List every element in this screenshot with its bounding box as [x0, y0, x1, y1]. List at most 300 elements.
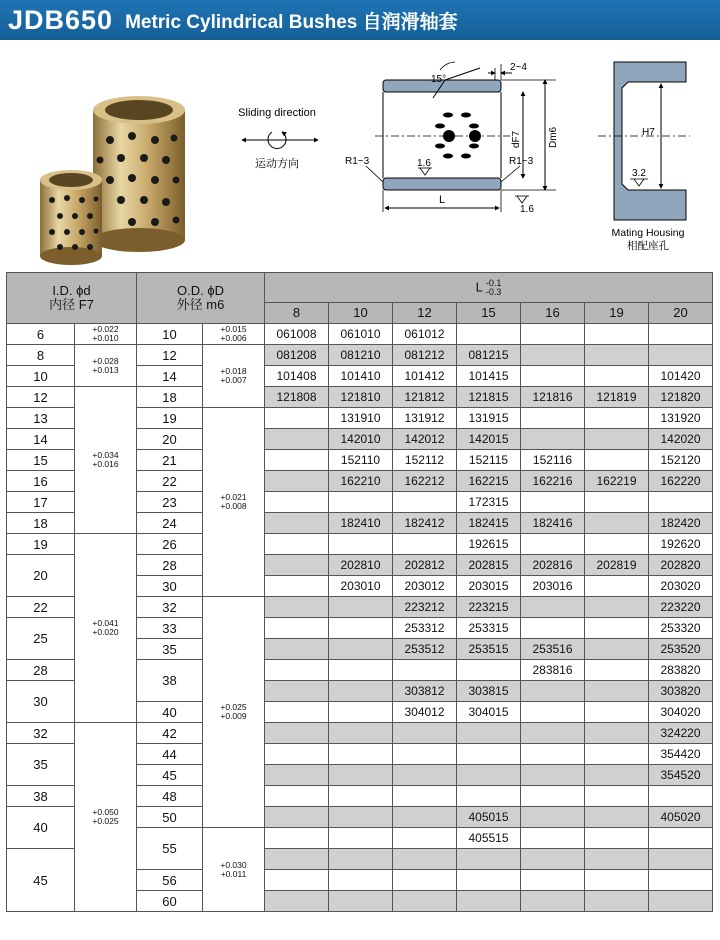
od-tol-upper: +0.015 [220, 324, 247, 334]
od-cell: 22 [137, 471, 203, 492]
od-cell: 33 [137, 618, 203, 639]
od-tol-upper: +0.025 [220, 702, 247, 712]
part-code-cell [393, 765, 457, 786]
id-cell: 25 [7, 618, 75, 660]
part-code-cell [585, 450, 649, 471]
part-code-cell [585, 702, 649, 723]
part-code-cell [585, 660, 649, 681]
page-title: Metric Cylindrical Bushes 自润滑轴套 [125, 11, 458, 33]
part-code-cell: 081212 [393, 345, 457, 366]
table-row [7, 345, 713, 366]
id-cell: 22 [7, 597, 75, 618]
id-cell: 38 [7, 786, 75, 807]
od-tol-lower: +0.011 [220, 868, 247, 879]
part-code-cell [457, 744, 521, 765]
part-code-cell [457, 660, 521, 681]
part-code-cell: 405515 [457, 828, 521, 849]
part-code-cell [329, 744, 393, 765]
length-col-header: 15 [457, 303, 521, 324]
part-code-cell: 324220 [649, 723, 713, 744]
id-cell: 35 [7, 744, 75, 786]
part-code-cell [585, 345, 649, 366]
part-code-cell [521, 366, 585, 387]
part-code-cell: 142020 [649, 429, 713, 450]
od-cell: 38 [137, 660, 203, 702]
part-code-cell: 182416 [521, 513, 585, 534]
part-code-cell [265, 597, 329, 618]
part-code-cell: 304020 [649, 702, 713, 723]
id-tolerance-cell [75, 345, 137, 387]
part-code-cell [265, 618, 329, 639]
part-code-cell [393, 849, 457, 870]
part-code-cell: 101408 [265, 366, 329, 387]
part-code-cell [457, 786, 521, 807]
part-code-cell: 182410 [329, 513, 393, 534]
part-code-cell [585, 849, 649, 870]
part-code-cell [329, 618, 393, 639]
part-code-cell [521, 870, 585, 891]
part-code-cell [329, 660, 393, 681]
sliding-direction-label: Sliding direction [238, 107, 316, 119]
part-code-cell: 182412 [393, 513, 457, 534]
angle-label: 15° [431, 74, 447, 85]
length-header-symbol: L [475, 278, 483, 294]
id-cell: 15 [7, 450, 75, 471]
od-tol-lower: +0.009 [220, 711, 247, 721]
part-code-cell [521, 618, 585, 639]
length-col-header: 19 [585, 303, 649, 324]
part-code-cell [649, 849, 713, 870]
roughness-outer-label: 1.6 [520, 204, 534, 215]
part-code-cell: 405020 [649, 807, 713, 828]
od-cell: 30 [137, 576, 203, 597]
id-header-line2: 内径 F7 [49, 297, 94, 312]
od-cell: 42 [137, 723, 203, 744]
housing-dia-label: H7 [642, 127, 655, 138]
outer-dia-label: Dm6 [548, 126, 559, 148]
length-col-header: 8 [265, 303, 329, 324]
length-header [265, 273, 713, 303]
part-code-cell: 253312 [393, 618, 457, 639]
part-code-cell [265, 765, 329, 786]
part-code-cell [329, 702, 393, 723]
part-code-cell: 304015 [457, 702, 521, 723]
part-code-cell: 121816 [521, 387, 585, 408]
bushing-photo [40, 96, 185, 265]
part-code-cell [265, 513, 329, 534]
od-cell: 21 [137, 450, 203, 471]
part-code-cell: 061012 [393, 324, 457, 345]
part-code-cell: 142015 [457, 429, 521, 450]
part-code-cell: 081208 [265, 345, 329, 366]
part-code-cell [393, 492, 457, 513]
id-cell: 45 [7, 849, 75, 912]
inner-dia-label: dF7 [511, 130, 522, 148]
part-code-cell [265, 681, 329, 702]
part-code-cell: 192620 [649, 534, 713, 555]
part-code-cell [521, 828, 585, 849]
part-code-cell: 303812 [393, 681, 457, 702]
part-code-cell [585, 828, 649, 849]
length-col-header: 12 [393, 303, 457, 324]
part-code-cell: 192615 [457, 534, 521, 555]
part-code-cell: 253320 [649, 618, 713, 639]
part-code-cell: 202812 [393, 555, 457, 576]
part-code-cell: 223220 [649, 597, 713, 618]
part-code-cell [521, 786, 585, 807]
part-code-cell [521, 681, 585, 702]
part-code-cell [585, 765, 649, 786]
id-tol-upper: +0.041 [92, 618, 119, 628]
part-code-cell: 354520 [649, 765, 713, 786]
part-code-cell [393, 891, 457, 912]
od-cell: 20 [137, 429, 203, 450]
figure-area [0, 40, 720, 272]
part-code-cell [649, 324, 713, 345]
od-cell: 56 [137, 870, 203, 891]
part-code-cell: 121815 [457, 387, 521, 408]
part-code-cell [265, 660, 329, 681]
part-code-cell [521, 849, 585, 870]
size-table-wrap [6, 272, 713, 912]
part-code-cell [329, 870, 393, 891]
part-code-cell [329, 681, 393, 702]
id-cell: 19 [7, 534, 75, 555]
part-code-cell [585, 891, 649, 912]
part-code-cell [265, 555, 329, 576]
part-code-cell: 101410 [329, 366, 393, 387]
part-code-cell: 121808 [265, 387, 329, 408]
part-code-cell [457, 324, 521, 345]
part-code-cell: 121820 [649, 387, 713, 408]
part-code-cell [265, 492, 329, 513]
part-code-cell: 131912 [393, 408, 457, 429]
part-code-cell [329, 492, 393, 513]
part-code-cell: 253520 [649, 639, 713, 660]
product-code: JDB650 [8, 4, 114, 35]
part-code-cell [649, 891, 713, 912]
length-tol-lower: -0.3 [485, 286, 502, 297]
part-code-cell [585, 807, 649, 828]
part-code-cell [521, 429, 585, 450]
part-code-cell [393, 870, 457, 891]
part-code-cell [265, 870, 329, 891]
od-tol-upper: +0.018 [220, 366, 247, 376]
part-code-cell [521, 765, 585, 786]
part-code-cell [329, 891, 393, 912]
part-code-cell [457, 723, 521, 744]
part-code-cell [265, 639, 329, 660]
od-cell: 40 [137, 702, 203, 723]
part-code-cell [649, 345, 713, 366]
id-cell: 40 [7, 807, 75, 849]
part-code-cell [265, 786, 329, 807]
od-tolerance-cell [203, 597, 265, 828]
id-tol-upper: +0.034 [92, 450, 119, 460]
part-code-cell: 162219 [585, 471, 649, 492]
part-code-cell [585, 681, 649, 702]
part-code-cell: 131915 [457, 408, 521, 429]
radius-right-label: R1~3 [509, 156, 534, 167]
part-code-cell [265, 576, 329, 597]
od-cell: 12 [137, 345, 203, 366]
id-tol-upper: +0.022 [92, 324, 119, 334]
od-cell: 28 [137, 555, 203, 576]
id-cell: 30 [7, 681, 75, 723]
part-code-cell [265, 429, 329, 450]
id-cell: 13 [7, 408, 75, 429]
part-code-cell [585, 324, 649, 345]
part-code-cell [265, 828, 329, 849]
part-code-cell: 253512 [393, 639, 457, 660]
id-cell: 16 [7, 471, 75, 492]
part-code-cell: 354420 [649, 744, 713, 765]
od-cell: 50 [137, 807, 203, 828]
od-cell: 18 [137, 387, 203, 408]
part-code-cell: 162216 [521, 471, 585, 492]
id-cell: 20 [7, 555, 75, 597]
part-code-cell: 203020 [649, 576, 713, 597]
part-code-cell [329, 828, 393, 849]
part-code-cell [521, 807, 585, 828]
od-tolerance-cell [203, 828, 265, 912]
id-cell: 14 [7, 429, 75, 450]
part-code-cell [521, 597, 585, 618]
part-code-cell: 061008 [265, 324, 329, 345]
part-code-cell [329, 786, 393, 807]
size-table [6, 272, 713, 912]
od-cell: 19 [137, 408, 203, 429]
part-code-cell: 253515 [457, 639, 521, 660]
od-cell: 55 [137, 828, 203, 870]
part-code-cell: 203012 [393, 576, 457, 597]
part-code-cell [585, 597, 649, 618]
od-tolerance-cell [203, 345, 265, 408]
part-code-cell: 142010 [329, 429, 393, 450]
part-code-cell [393, 723, 457, 744]
id-cell: 10 [7, 366, 75, 387]
part-code-cell [265, 891, 329, 912]
part-code-cell [521, 723, 585, 744]
radius-left-label: R1~3 [345, 156, 370, 167]
part-code-cell [393, 744, 457, 765]
part-code-cell [521, 408, 585, 429]
part-code-cell: 081210 [329, 345, 393, 366]
part-code-cell [521, 534, 585, 555]
part-code-cell [649, 828, 713, 849]
part-code-cell [521, 324, 585, 345]
part-code-cell [329, 807, 393, 828]
part-code-cell: 203010 [329, 576, 393, 597]
part-code-cell [265, 534, 329, 555]
part-code-cell: 203016 [521, 576, 585, 597]
part-code-cell: 304012 [393, 702, 457, 723]
id-cell: 18 [7, 513, 75, 534]
id-cell: 32 [7, 723, 75, 744]
od-tol-lower: +0.006 [220, 333, 247, 343]
part-code-cell [265, 450, 329, 471]
part-code-cell [329, 534, 393, 555]
od-cell: 44 [137, 744, 203, 765]
id-tol-lower: +0.016 [92, 459, 119, 469]
part-code-cell [585, 723, 649, 744]
roughness-housing-label: 3.2 [632, 168, 646, 179]
part-code-cell [585, 870, 649, 891]
part-code-cell: 152112 [393, 450, 457, 471]
id-header [7, 273, 137, 324]
part-code-cell [649, 786, 713, 807]
part-code-cell [585, 366, 649, 387]
part-code-cell [521, 744, 585, 765]
part-code-cell: 283820 [649, 660, 713, 681]
part-code-cell: 202815 [457, 555, 521, 576]
od-cell: 23 [137, 492, 203, 513]
od-tol-upper: +0.030 [220, 859, 247, 870]
part-code-cell: 152120 [649, 450, 713, 471]
part-code-cell: 101412 [393, 366, 457, 387]
part-code-cell: 152116 [521, 450, 585, 471]
part-code-cell: 081215 [457, 345, 521, 366]
part-code-cell [393, 660, 457, 681]
part-code-cell: 121810 [329, 387, 393, 408]
part-code-cell: 162212 [393, 471, 457, 492]
part-code-cell [393, 807, 457, 828]
part-code-cell [265, 702, 329, 723]
part-code-cell: 172315 [457, 492, 521, 513]
od-cell: 26 [137, 534, 203, 555]
part-code-cell [521, 891, 585, 912]
od-tolerance-cell [203, 408, 265, 597]
od-cell: 32 [137, 597, 203, 618]
part-code-cell: 152110 [329, 450, 393, 471]
od-header [137, 273, 265, 324]
bush-section-drawing [366, 62, 630, 212]
part-code-cell: 303820 [649, 681, 713, 702]
part-code-cell: 162215 [457, 471, 521, 492]
part-code-cell: 152115 [457, 450, 521, 471]
id-cell: 6 [7, 324, 75, 345]
part-code-cell: 223215 [457, 597, 521, 618]
part-code-cell [265, 723, 329, 744]
part-code-cell [585, 786, 649, 807]
id-tol-upper: +0.028 [92, 355, 119, 366]
part-code-cell: 203015 [457, 576, 521, 597]
part-code-cell [329, 849, 393, 870]
id-tolerance-cell [75, 534, 137, 723]
part-code-cell: 405015 [457, 807, 521, 828]
part-code-cell [265, 744, 329, 765]
id-cell: 17 [7, 492, 75, 513]
part-code-cell [329, 597, 393, 618]
id-tol-lower: +0.025 [92, 816, 119, 826]
part-code-cell [329, 723, 393, 744]
sliding-direction-icon [242, 132, 318, 148]
roughness-inner-label: 1.6 [417, 158, 431, 169]
id-tolerance-cell [75, 387, 137, 534]
part-code-cell [265, 471, 329, 492]
part-code-cell: 162210 [329, 471, 393, 492]
part-code-cell [329, 765, 393, 786]
part-code-cell [585, 408, 649, 429]
part-code-cell [585, 534, 649, 555]
part-code-cell [585, 513, 649, 534]
part-code-cell: 142012 [393, 429, 457, 450]
part-code-cell: 202810 [329, 555, 393, 576]
part-code-cell: 121819 [585, 387, 649, 408]
part-code-cell [585, 744, 649, 765]
part-code-cell: 202820 [649, 555, 713, 576]
part-code-cell: 283816 [521, 660, 585, 681]
length-col-header: 10 [329, 303, 393, 324]
mating-housing-cn: 相配座孔 [627, 240, 669, 252]
part-code-cell: 131910 [329, 408, 393, 429]
od-cell: 60 [137, 891, 203, 912]
part-code-cell [393, 786, 457, 807]
part-code-cell [585, 429, 649, 450]
part-code-cell: 182415 [457, 513, 521, 534]
part-code-cell: 131920 [649, 408, 713, 429]
part-code-cell: 223212 [393, 597, 457, 618]
od-tol-lower: +0.007 [220, 375, 247, 385]
od-cell: 48 [137, 786, 203, 807]
od-tol-upper: +0.021 [220, 492, 247, 502]
part-code-cell: 253516 [521, 639, 585, 660]
od-header-line2: 外径 m6 [176, 297, 225, 312]
id-tol-lower: +0.020 [92, 627, 119, 637]
part-code-cell [457, 891, 521, 912]
part-code-cell: 121812 [393, 387, 457, 408]
sliding-direction-cn: 运动方向 [255, 157, 299, 170]
part-code-cell [649, 870, 713, 891]
id-tol-lower: +0.010 [92, 333, 119, 343]
part-code-cell [393, 828, 457, 849]
part-code-cell [649, 492, 713, 513]
part-code-cell [457, 765, 521, 786]
chamfer-label: 2~4 [510, 62, 527, 73]
od-tolerance-cell [203, 324, 265, 345]
part-code-cell: 162220 [649, 471, 713, 492]
id-cell: 28 [7, 660, 75, 681]
part-code-cell [329, 639, 393, 660]
part-code-cell [585, 576, 649, 597]
id-cell: 8 [7, 345, 75, 366]
id-tol-lower: +0.013 [92, 364, 119, 375]
part-code-cell: 182420 [649, 513, 713, 534]
part-code-cell [265, 849, 329, 870]
part-code-cell: 061010 [329, 324, 393, 345]
part-code-cell [265, 807, 329, 828]
part-code-cell [393, 534, 457, 555]
part-code-cell: 101415 [457, 366, 521, 387]
part-code-cell: 202819 [585, 555, 649, 576]
part-code-cell: 101420 [649, 366, 713, 387]
od-cell: 24 [137, 513, 203, 534]
part-code-cell [585, 618, 649, 639]
od-cell: 45 [137, 765, 203, 786]
part-code-cell: 253315 [457, 618, 521, 639]
mating-housing-label: Mating Housing [611, 227, 685, 239]
id-cell: 12 [7, 387, 75, 408]
part-code-cell [265, 408, 329, 429]
id-tolerance-cell [75, 723, 137, 912]
table-row [7, 387, 713, 408]
length-col-header: 20 [649, 303, 713, 324]
id-header-line1: I.D. ϕd [52, 283, 91, 298]
length-label: L [438, 194, 446, 206]
od-header-line1: O.D. ϕD [176, 283, 224, 298]
od-cell: 35 [137, 639, 203, 660]
table-row [7, 324, 713, 345]
